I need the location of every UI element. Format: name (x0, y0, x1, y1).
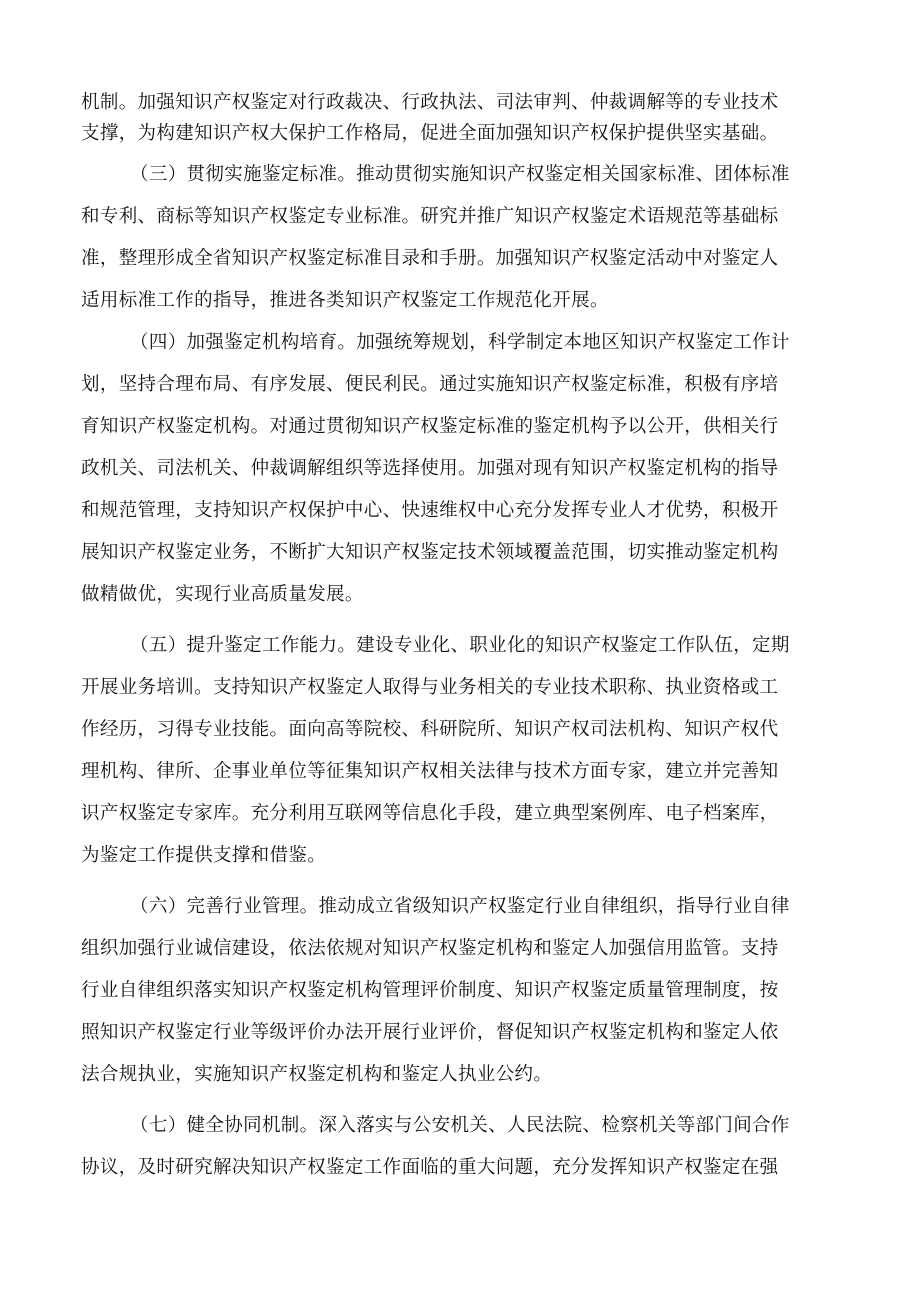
text-line: （三）贯彻实施鉴定标准。推动贯彻实施知识产权鉴定相关国家标准、团体标准 (130, 164, 790, 185)
text-line: 行业自律组织落实知识产权鉴定机构管理评价制度、知识产权鉴定质量管理制度，按 (81, 980, 779, 1001)
text-line: 育知识产权鉴定机构。对通过贯彻知识产权鉴定标准的鉴定机构予以公开，供相关行 (81, 416, 779, 437)
text-line: 照知识产权鉴定行业等级评价办法开展行业评价，督促知识产权鉴定机构和鉴定人依 (81, 1022, 779, 1043)
text-line: 理机构、律所、企事业单位等征集知识产权相关法律与技术方面专家，建立并完善知 (81, 761, 779, 782)
text-line: 协议，及时研究解决知识产权鉴定工作面临的重大问题，充分发挥知识产权鉴定在强 (81, 1157, 779, 1178)
text-line: （五）提升鉴定工作能力。建设专业化、职业化的知识产权鉴定工作队伍，定期 (130, 635, 790, 656)
text-line: （四）加强鉴定机构培育。加强统筹规划，科学制定本地区知识产权鉴定工作计 (130, 332, 790, 353)
text-line: 和规范管理，支持知识产权保护中心、快速维权中心充分发挥专业人才优势，积极开 (81, 500, 779, 521)
text-line: 开展业务培训。支持知识产权鉴定人取得与业务相关的专业技术职称、执业资格或工 (81, 677, 779, 698)
text-line: 机制。加强知识产权鉴定对行政裁决、行政执法、司法审判、仲裁调解等的专业技术 (81, 92, 779, 113)
text-line: 支撑，为构建知识产权大保护工作格局，促进全面加强知识产权保护提供坚实基础。 (81, 123, 779, 144)
text-line: 作经历，习得专业技能。面向高等院校、科研院所、知识产权司法机构、知识产权代 (81, 719, 779, 740)
text-line: 组织加强行业诚信建设，依法依规对知识产权鉴定机构和鉴定人加强信用监管。支持 (81, 938, 779, 959)
text-line: 准，整理形成全省知识产权鉴定标准目录和手册。加强知识产权鉴定活动中对鉴定人 (81, 248, 779, 269)
text-line: 政机关、司法机关、仲裁调解组织等选择使用。加强对现有知识产权鉴定机构的指导 (81, 458, 779, 479)
text-line: 法合规执业，实施知识产权鉴定机构和鉴定人执业公约。 (81, 1064, 553, 1085)
text-line: 展知识产权鉴定业务，不断扩大知识产权鉴定技术领域覆盖范围，切实推动鉴定机构 (81, 542, 779, 563)
text-line: （七）健全协同机制。深入落实与公安机关、人民法院、检察机关等部门间合作 (130, 1115, 790, 1136)
text-line: 和专利、商标等知识产权鉴定专业标准。研究并推广知识产权鉴定术语规范等基础标 (81, 206, 779, 227)
text-line: （六）完善行业管理。推动成立省级知识产权鉴定行业自律组织，指导行业自律 (130, 896, 790, 917)
text-line: 适用标准工作的指导，推进各类知识产权鉴定工作规范化开展。 (81, 290, 609, 311)
text-line: 划，坚持合理布局、有序发展、便民利民。通过实施知识产权鉴定标准，积极有序培 (81, 374, 779, 395)
text-line: 识产权鉴定专家库。充分利用互联网等信息化手段，建立典型案例库、电子档案库， (81, 803, 779, 824)
text-line: 为鉴定工作提供支撑和借鉴。 (81, 845, 327, 866)
text-line: 做精做优，实现行业高质量发展。 (81, 584, 364, 605)
